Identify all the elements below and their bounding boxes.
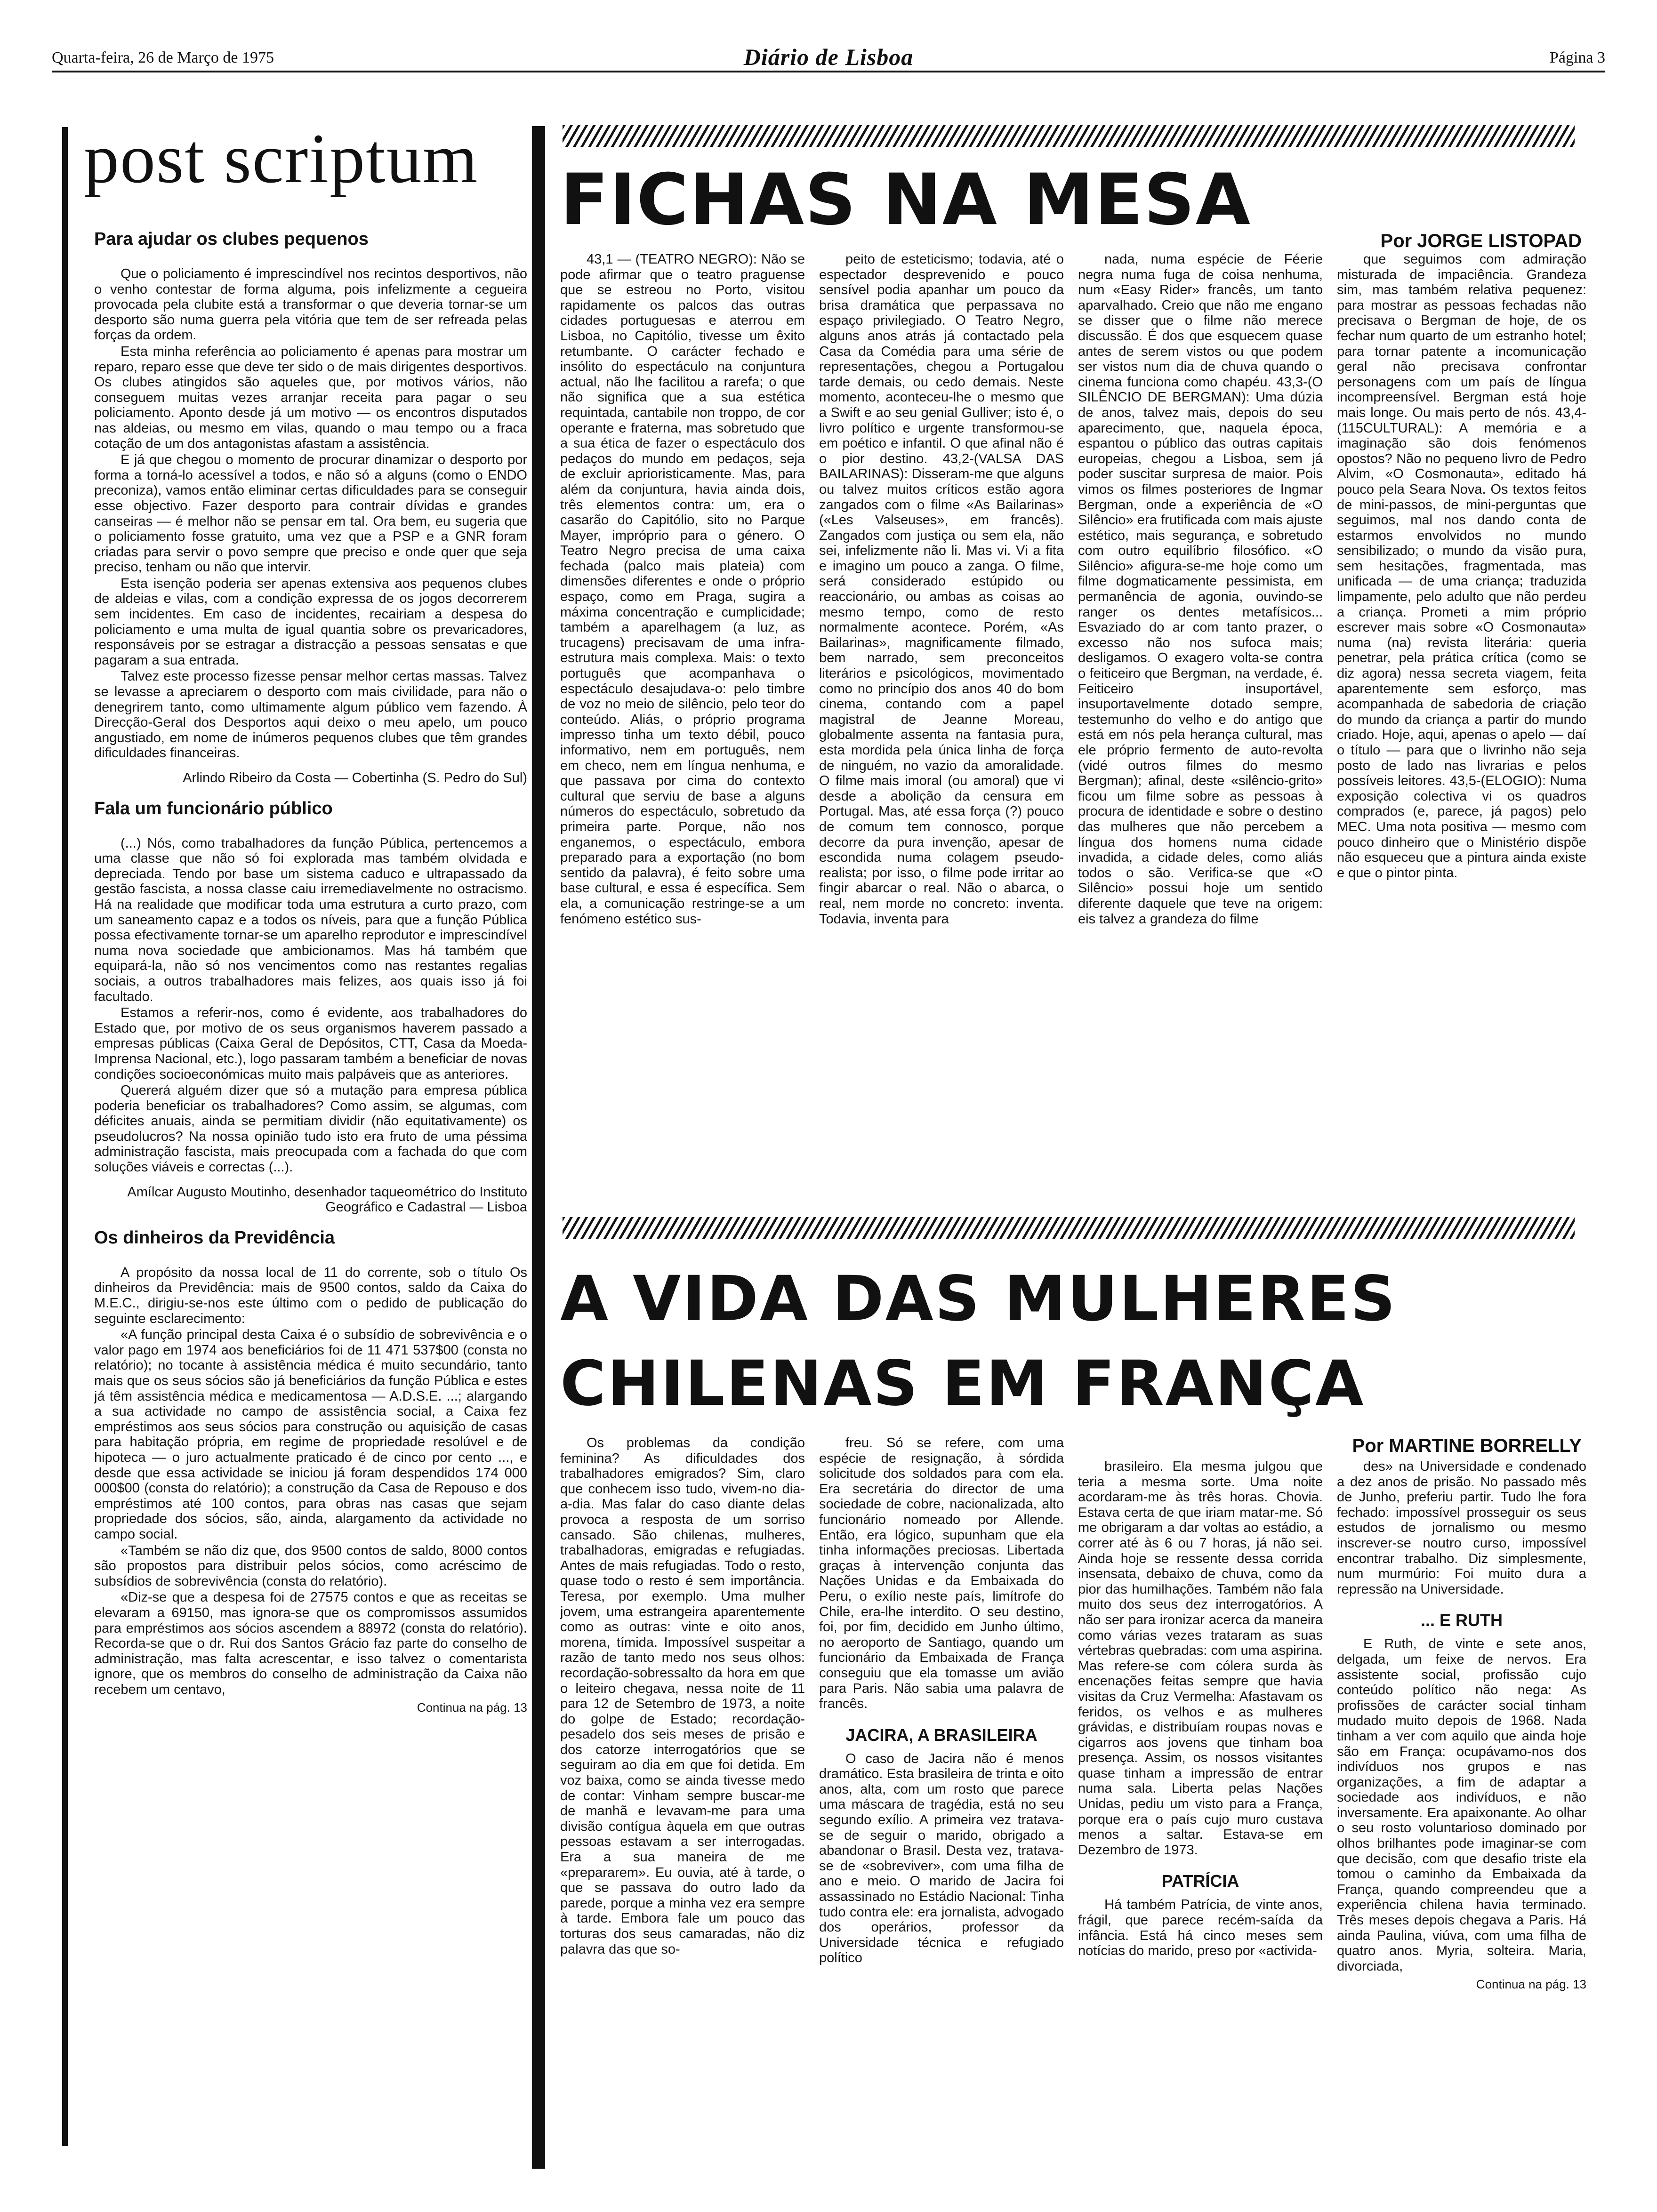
post-scriptum-bar — [62, 127, 68, 2146]
letter-heading: Os dinheiros da Previdência — [94, 1227, 335, 1248]
paragraph: «A função principal desta Caixa é o subsídio de sobrevivência e o valor pago em 1974 aos beneficiários foi de 11 471 537$00 (consta no relatório); no tocante à assistência médica é muito secundário, tanto mais que os seus sócios são já beneficiários da função Pública e estes já têm assistência médica e medicamentosa — A.D.S.E. ...; alargando a sua actividade no campo de assistência social, a Caixa fez empréstimos aos seus sócios para construção ou aquisição de casas para habitação própria, em regime de propriedade resolúvel e de hipoteca — o juro actualmente praticado é de cinco por cento ..., e desde que essa actividade se iniciou já foram despendidos 174 000 000$00 (consta do relatório); a construção da Casa de Repouso e dos empréstimos até 100 contos, para obras nas casas que sejam propriedade dos sócios, são, ainda, alargamento da actividade no campo social. — [94, 1327, 527, 1542]
post-scriptum-title: post scriptum — [84, 120, 479, 198]
letter-signature: Arlindo Ribeiro da Costa — Cobertinha (S. Pedro do Sul) — [183, 770, 527, 785]
vida-column-4 — [1337, 1459, 1586, 2174]
paragraph: Há também Patrícia, de vinte anos, frágil, que parece recém-saída da infância. Está há cinco meses sem notícias do marido, preso por «activida- — [1078, 1897, 1323, 1959]
paragraph: E já que chegou o momento de procurar dinamizar o desporto por forma a torná-lo acessível a todos, e não só a alguns (como o ENDO preconiza), vamos então eliminar certas dificuldades para se conseguir esse objectivo. Fazer desporto para contrair dívidas e grandes canseiras — é melhor não se pensar em tal. Ora bem, eu sugeria que o policiamento fosse gratuito, uma vez que a PSP e a GNR foram criadas para servir o povo sempre que preciso e onde quer que seja preciso, tenham ou não que intervir. — [94, 452, 527, 575]
paragraph: peito de esteticismo; todavia, até o espectador desprevenido e pouco sensível podia apanhar um pouco da brisa dramática que perpassava no espaço privilegiado. O Teatro Negro, alguns anos atrás já contactado pela Casa da Comédia para uma série de representações, chegou a Portugalou tarde demais, ou cedo demais. Neste momento, aconteceu-lhe o mesmo que a Swift e ao seu genial Gulliver; isto é, o livro político e urgente transformou-se em poético e infantil. O que afinal não é o pior destino. 43,2-(VALSA DAS BAILARINAS): Disseram-me que alguns ou talvez muitos críticos estão agora zangados com o filme «As Bailarinas» («Les Valseuses», em francês). Zangados com justiça ou sem ela, não sei, infelizmente não li. Mas vi. Vi a fita e imagino um pouco a zanga. O filme, será considerado estúpido ou reaccionário, ou ambas as coisas ao mesmo tempo, como de resto normalmente acontece. Porém, «As Bailarinas», magnificamente filmado, bem narrado, sem preconceitos literários e psicológicos, movimentado como no princípio dos anos 40 do bom cinema, contando com a papel magistral de Jeanne Moreau, globalmente assenta na fantasia pura, esta mordida pela única linha de força de ninguém, no vazio da amoralidade. O filme mais imoral (ou amoral) que vi desde a abolição da censura em Portugal. Mas, até essa força (?) pouco de comum tem connosco, porque decorre da pura invenção, apesar de escondida numa colagem pseudo-realista; por isso, o filme pode irritar ao fingir abarcar o real. Não o abarca, o real, nem morde no concreto: inventa. Todavia, inventa para — [819, 252, 1064, 927]
paragraph: Estamos a referir-nos, como é evidente, aos trabalhadores do Estado que, por motivo de os seus organismos haverem passado a empresas públicas (Caixa Geral de Depósitos, CTT, Casa da Moeda-Imprensa Nacional, etc.), logo passaram também a beneficiar de novas condições socioeconómicas muito mais palpáveis que as anteriores. — [94, 1005, 527, 1082]
paragraph: Esta minha referência ao policiamento é apenas para mostrar um reparo, reparo esse que deve ter sido o de mais dirigentes desportivos. Os clubes atingidos são aqueles que, por motivos vários, não conseguem muitas vezes arranjar receita para pagar o seu policiamento. Aponto desde já um motivo — os encontros disputados nas aldeias, ou mesmo em vilas, quando o mau tempo ou a fraca cotação de um dos antagonistas afastam a assistência. — [94, 344, 527, 451]
masthead-rule — [52, 71, 1605, 72]
post-scriptum-column — [94, 216, 527, 2184]
letter-heading: Para ajudar os clubes pequenos — [94, 229, 369, 249]
paragraph: E Ruth, de vinte e sete anos, delgada, um feixe de nervos. Era assistente social, profissão cujo conteúdo político não nega: As profissões de carácter social tinham mudado muito depois de 1968. Nada tinham a ver com aquilo que ainda hoje são em França: ocupávamo-nos dos indivíduos nos grupos e nas organizações, a fim de adaptar a sociedade aos indivíduos, e não inversamente. Era apaixonante. Ao olhar o seu rosto voluntarioso dominado por olhos brilhantes pode imaginar-se com que decisão, com que desafio triste ela tomou o caminho da Embaixada da França, quando compreendeu que a experiência chilena havia terminado. Três meses depois chegava a Paris. Há ainda Paulina, viúva, com uma filha de quatro anos. Myria, solteira. Maria, divorciada, — [1337, 1636, 1586, 1974]
fichas-headline: FICHAS NA MESA — [560, 159, 1251, 241]
subheading-patricia: PATRÍCIA — [1161, 1871, 1239, 1891]
paragraph: O caso de Jacira não é menos dramático. Esta brasileira de trinta e oito anos, alta, com um rosto que parece uma máscara de tragédia, está no seu segundo exílio. A primeira vez tratava-se de seguir o marido, obrigado a abandonar o Brasil. Desta vez, tratava-se de «sobreviver», com uma filha de ano e meio. O marido de Jacira foi assassinado no Estádio Nacional: Tinha tudo contra ele: era jornalista, advogado dos operários, professor da Universidade técnica e refugiado político — [819, 1751, 1064, 1966]
paragraph: Que o policiamento é imprescindível nos recintos desportivos, não o venho contestar de forma alguma, pois infelizmente a cegueira provocada pela clubite está a transformar o que deveria tornar-se um desporto são numa guerra pela vitória que tem de ser refreada pelas forças da ordem. — [94, 266, 527, 343]
column-divider — [532, 126, 545, 2169]
vida-byline: Por MARTINE BORRELLY — [1352, 1435, 1582, 1456]
paragraph: Talvez este processo fizesse pensar melhor certas massas. Talvez se levasse a apreciarem o desporto com mais civilidade, para não o denegrirem tanto, como ultimamente algum público vem fazendo. À Direcção-Geral dos Desportos aqui deixo o meu apelo, um pouco angustiado, em nome de inúmeros pequenos clubes que têm grandes dificuldades financeiras. — [94, 669, 527, 761]
paragraph: que seguimos com admiração misturada de impaciência. Grandeza sim, mas também relativa pequenez: para mostrar as pessoas fechadas não precisava o Bergman de hoje, de os fechar num quarto de um estranho hotel; para tornar patente a incomunicação geral não precisava confrontar personagens com um país de língua incompreensível. Bergman está hoje mais longe. Ou mais perto de nós. 43,4-(115CULTURAL): A memória e a imaginação são dois fenómenos opostos? Não no pequeno livro de Pedro Alvim, «O Cosmonauta», editado há pouco pela Seara Nova. Os textos feitos de mini-passos, de mini-perguntas que seguimos, mal nos dando conta de estarmos envolvidos no mundo sensibilizado; o mundo da visão pura, sem hesitações, fragmentada, mas unificada — de uma criança; traduzida limpamente, pelo adulto que não perdeu a criança. Prometi a mim próprio escrever mais sobre «O Cosmonauta» numa (na) revista literária: queria penetrar, pela prática crítica (como se diz agora) nessa secreta viagem, feita aparentemente sem esforço, mas acompanhada de sabedoria de criação do mundo da criança a partir do mundo criado. Hoje, aqui, apenas o apelo — daí o título — para que o livrinho não seja posto de lado nas livrarias e pelos possíveis leitores. 43,5-(ELOGIO): Numa exposição colectiva vi os quadros comprados (e, parece, já pagos) pelo MEC. Uma nota positiva — mesmo com pouco dinheiro que o Ministério dispõe não esqueceu que a pintura ainda existe e que o pintor pinta. — [1337, 252, 1586, 881]
continuation-note: Continua na pág. 13 — [417, 1700, 527, 1715]
letter-signature: Amílcar Augusto Moutinho, desenhador taqueométrico do Instituto Geográfico e Cadastral — Lisboa — [127, 1184, 527, 1215]
issue-date: Quarta-feira, 26 de Março de 1975 — [52, 49, 274, 66]
fichas-column-4 — [1337, 252, 1586, 1202]
paragraph: des» na Universidade e condenado a dez anos de prisão. No passado mês de Junho, preferiu partir. Tudo lhe fora fechado: impossível prosseguir os seus estudos de jornalismo ou mesmo inscrever-se noutro curso, impossível encontrar trabalho. Diz simplesmente, num murmúrio: Foi muito dura a repressão na Universidade. — [1337, 1459, 1586, 1597]
paragraph: nada, numa espécie de Féerie negra numa fuga de coisa nenhuma, num «Easy Rider» francês, um tanto aparvalhado. Creio que não me engano se disser que o filme não merece discussão. É dos que esquecem quase antes de serem vistos ou que podem ser vistos num dia de chuva quando o cinema funciona como chapéu. 43,3-(O SILÊNCIO DE BERGMAN): Uma dúzia de anos, talvez mais, depois do seu aparecimento, que, naquela época, espantou o público das outras capitais europeias, chegou a Lisboa, sem já poder suscitar surpresa de maior. Pois vimos os filmes posteriores de Ingmar Bergman, onde a experiência de «O Silêncio» era frutificada com mais ajuste estético, mais segurança, e sobretudo com outro equilíbrio filosófico. «O Silêncio» afigura-se-me hoje como um filme dogmaticamente pessimista, em permanência de agonia, ouvindo-se ranger os dentes metafísicos... Esvaziado do ar com tanto prazer, o excesso não nos sufoca mais; desligamos. O exagero volta-se contra o feiticeiro que Bergman, na verdade, é. Feiticeiro insuportável, insuportavelmente dotado sempre, testemunho do velho e do antigo que está em nós pela herança cultural, mas ele próprio fermento de auto-revolta (vidé outros filmes do mesmo Bergman); afinal, deste «silêncio-grito» ficou um filme sobre as pessoas à procura de identidade e sobre o destino das mulheres que não percebem a língua dos homens numa cidade invadida, a cidade deles, como aliás todos o são. Verifica-se que «O Silêncio» possui hoje um sentido diferente daquele que teve na origem: eis talvez a grandeza do filme — [1078, 252, 1323, 927]
vida-headline-line-1: A VIDA DAS MULHERES — [560, 1263, 1397, 1335]
vida-headline-line-2: CHILENAS EM FRANÇA — [560, 1347, 1365, 1420]
paragraph: Quererá alguém dizer que só a mutação para empresa pública poderia beneficiar os trabalhadores? Como assim, se algumas, com déficites anuais, ainda se permitiam dividir (não equitativamente) os pseudolucros? Na nossa opinião tudo isto era fruto de uma péssima administração fascista, mais preocupada com a fachada do que com soluções viáveis e correctas (...). — [94, 1083, 527, 1175]
page-number: Página 3 — [1549, 49, 1605, 66]
paragraph: Esta isenção poderia ser apenas extensiva aos pequenos clubes de aldeias e vilas, com a condição expressa de os jogos decorrerem sem incidentes. Em caso de incidentes, recairiam a despesa do policiamento e uma multa de igual quantia sobre os prevaricadores, responsáveis por se estragar a distracção a pessoas sensatas e que pagaram a sua entrada. — [94, 576, 527, 668]
paragraph: 43,1 — (TEATRO NEGRO): Não se pode afirmar que o teatro praguense que se estreou no Porto, visitou rapidamente os palcos das outras cidades portuguesas e aterrou em Lisboa, no Capitólio, tivesse um êxito retumbante. O carácter fechado e insólito do espectáculo na conjuntura actual, não lhe facilitou a rarefa; o que não significa que a sua estética requintada, cantabile non troppo, de cor operante e fraterna, mas sobretudo que a sua ética de fazer o espectáculo dos pedaços do mundo em pedaços, seja de excluir aprioristicamente. Mas, para além da conjuntura, havia ainda dois, três elementos contra: um, era o casarão do Capitólio, sito no Parque Mayer, impróprio para o género. O Teatro Negro precisa de uma caixa fechada (palco mais plateia) com dimensões diferentes e onde o próprio espaço, como em Praga, sugira a máxima concentração e cumplicidade; também a aparelhagem (a luz, as trucagens) precisavam de uma infra-estrutura mais complexa. Mais: o texto português que acompanhava o espectáculo desajudava-o: pelo timbre de voz no meio de silêncio, pelo teor do conteúdo. Aliás, o próprio programa impresso tinha um texto débil, pouco informativo, nem em português, nem em checo, nem em língua nenhuma, e que passava por cima do contexto cultural que serviu de base a alguns números do espectáculo, sobretudo da primeira parte. Porque, não nos enganemos, o espectáculo, embora preparado para a exportação (no bom sentido da palavra), é feito sobre uma base cultural, e essa é específica. Sem ela, a comunicação restringe-se a um fenómeno estético sus- — [560, 252, 805, 927]
subheading-jacira: JACIRA, A BRASILEIRA — [845, 1725, 1038, 1745]
paragraph: Os problemas da condição feminina? As dificuldades dos trabalhadores emigrados? Sim, claro que conhecem isso tudo, vivem-no dia-a-dia. Mas falar do caso diante delas provoca a resposta de um sorriso cansado. São chilenas, mulheres, trabalhadoras, emigradas e refugiadas. Antes de mais refugiadas. Todo o resto, quase todo o resto é sem importância. Teresa, por exemplo. Uma mulher jovem, uma estrangeira aparentemente como as outras: vinte e oito anos, morena, tímida. Impossível suspeitar a razão de tanto medo nos seus olhos: recordação-sobressalto da hora em que o leiteiro chegava, nessa noite de 11 para 12 de Setembro de 1973, a noite do golpe de Estado; recordação-pesadelo dos seis meses de prisão e dos catorze interrogatórios que se seguiram ao dia em que foi detida. Em voz baixa, como se ainda tivesse medo de contar: Vinham sempre buscar-me de manhã e levavam-me para uma divisão contígua àquela em que outras pessoas estavam a ser interrogadas. Era a sua maneira de me «prepararem». Eu ouvia, até à tarde, o que se passava do outro lado da parede, porque a minha vez era sempre à tarde. Embora fale um pouco das torturas dos seus camaradas, não diz palavra das que so- — [560, 1435, 805, 1957]
hatched-rule — [563, 125, 1575, 147]
vida-column-2 — [819, 1435, 1064, 2174]
hatched-rule — [563, 1217, 1575, 1239]
vida-headline — [560, 1257, 1596, 1426]
subheading-ruth: ... E RUTH — [1420, 1611, 1503, 1630]
letter-heading: Fala um funcionário público — [94, 798, 333, 818]
paragraph: A propósito da nossa local de 11 do corrente, sob o título Os dinheiros da Previdência: mais de 9500 contos, saldo da Caixa do M.E.C., dirigiu-se-nos este último com o pedido de publicação do seguinte esclarecimento: — [94, 1265, 527, 1326]
fichas-column-2 — [819, 252, 1064, 1202]
fichas-column-1 — [560, 252, 805, 1202]
vida-column-3 — [1078, 1459, 1323, 2174]
masthead — [52, 46, 1605, 72]
fichas-byline: Por JORGE LISTOPAD — [1380, 231, 1582, 251]
continuation-note: Continua na pág. 13 — [1476, 1977, 1586, 1992]
paragraph: «Diz-se que a despesa foi de 27575 contos e que as receitas se elevaram a 69150, mas ignora-se que os compromissos assumidos para empréstimos aos sócios ascendem a 88972 (consta do relatório). Recorda-se que o dr. Rui dos Santos Grácio faz parte do conselho de administração, mas falta acrescentar, e isso talvez o comentarista ignore, que os membros do conselho de administração da Caixa não recebem um centavo, — [94, 1590, 527, 1697]
paragraph: freu. Só se refere, com uma espécie de resignação, à sórdida solicitude dos soldados para com ela. Era secretária do director de uma sociedade de cobre, nacionalizada, alto funcionário nomeado por Allende. Então, era lógico, supunham que ela tinha informações preciosas. Libertada graças à intervenção conjunta das Nações Unidas e da Embaixada do Peru, o exílio neste país, limítrofe do Chile, era-lhe interdito. O seu destino, foi, por fim, decidido em Junho último, no aeroporto de Santiago, quando um funcionário da Embaixada de França conseguiu que ela tomasse um avião para Paris. Não sabia uma palavra de francês. — [819, 1435, 1064, 1712]
paragraph: (...) Nós, como trabalhadores da função Pública, pertencemos a uma classe que não só foi explorada mas também olvidada e depreciada. Tendo por base um sistema caduco e ultrapassado da gestão fascista, a nossa classe caiu irremediavelmente no ostracismo. Há na realidade que modificar toda uma estrutura a curto prazo, com um saneamento capaz e a todos os níveis, para que a função Pública possa efectivamente tornar-se um aparelho reprodutor e imprescindível numa nova sociedade que ambicionamos. Mas há também que equipará-la, não só nos vencimentos como nas restantes regalias sociais, a outros trabalhadores mais felizes, aos quais isso já foi facultado. — [94, 835, 527, 1004]
paragraph: «Também se não diz que, dos 9500 contos de saldo, 8000 contos são propostos para distribuir pelos sócios, como acréscimo de subsídios de sobrevivência (consta do relatório). — [94, 1543, 527, 1589]
fichas-column-3 — [1078, 252, 1323, 1202]
vida-column-1 — [560, 1435, 805, 2174]
newspaper-name: Diário de Lisboa — [743, 44, 914, 70]
paragraph: brasileiro. Ela mesma julgou que teria a mesma sorte. Uma noite acordaram-me às três horas. Chovia. Estava certa de que iriam matar-me. Só me obrigaram a dar voltas ao estádio, a correr até às 6 ou 7 horas, já não sei. Ainda hoje se ressente dessa corrida insensata, debaixo de chuva, como da pior das humilhações. Também não fala muito dos seus dez interrogatórios. A não ser para ironizar acerca da maneira como várias vezes trataram as suas vértebras quebradas: com uma aspirina. Mas refere-se com cólera surda às encenações feitas sempre que havia visitas da Cruz Vermelha: Afastavam os feridos, os velhos e as mulheres grávidas, e distribuíam roupas novas e cigarros aos jovens que tinham boa presença. Assim, os nossos visitantes quase tinham a impressão de entrar numa sala. Liberta pelas Nações Unidas, pediu um visto para a França, porque era o país cujo muro custava menos a saltar. Estava-se em Dezembro de 1973. — [1078, 1459, 1323, 1858]
